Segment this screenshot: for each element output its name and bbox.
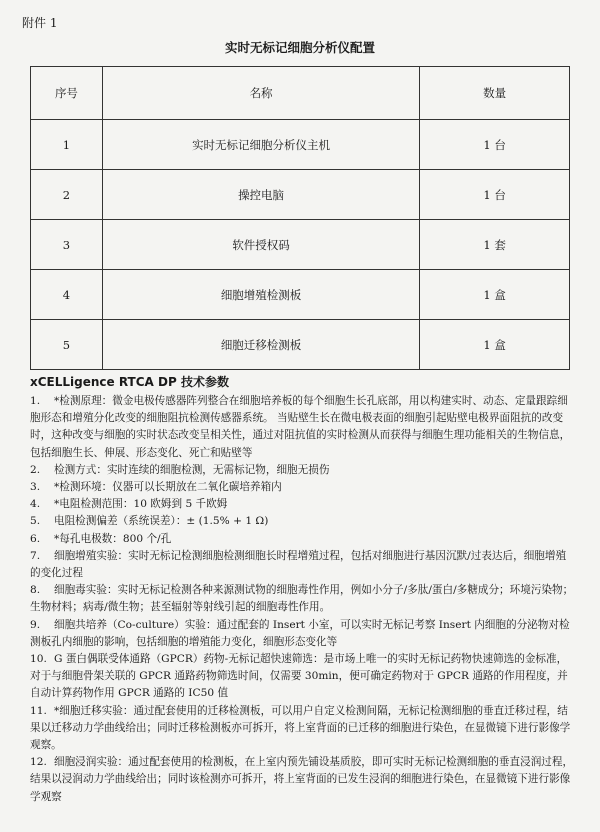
table-header-row	[31, 67, 570, 120]
row-quantity: 1 套	[420, 220, 570, 270]
spec-item	[30, 462, 575, 479]
table-row	[31, 320, 570, 370]
spec-number: 8.	[30, 584, 41, 597]
spec-text: *检测原理：微金电极传感器阵列整合在细胞培养板的每个细胞生长孔底部，用以构建实时、动态、定量跟踪细胞形态和增殖分化改变的细胞阻抗检测传感器系统。 当贴壁生长在微电极表面的细胞引起贴壁电极界面阻抗的改变时，这种改变与细胞的实时状态改变呈相关性，通过对阻抗值的实时检测从而获得与细胞生理功能相关的生物信息，包括细胞生长、伸展、形态变化、死亡和贴壁等	[30, 395, 571, 459]
row-quantity: 1 台	[420, 120, 570, 170]
spec-item	[30, 513, 575, 530]
row-index: 2	[31, 170, 103, 220]
spec-text: 细胞共培养（Co-culture）实验：通过配套的 Insert 小室，可以实时无标记考察 Insert 内细胞的分泌物对检测板孔内细胞的影响，包括细胞的增殖能力变化，细胞形态变化等	[30, 618, 570, 648]
table-row	[31, 170, 570, 220]
specs-heading: xCELLigence RTCA DP 技术参数	[30, 375, 229, 389]
attachment-label: 附件 1	[22, 16, 58, 30]
spec-number: 9.	[30, 618, 41, 631]
page-title: 实时无标记细胞分析仪配置	[224, 40, 375, 55]
spec-text: 细胞毒实验：实时无标记检测各种来源测试物的细胞毒性作用，例如小分子/多肽/蛋白/多糖成分；环境污染物；生物材料；病毒/微生物；甚至辐射等射线引起的细胞毒性作用。	[30, 584, 574, 614]
spec-item	[30, 703, 575, 755]
spec-text: 细胞增殖实验：实时无标记检测细胞检测细胞长时程增殖过程，包括对细胞进行基因沉默/过表达后，细胞增殖的变化过程	[30, 549, 567, 580]
row-name: 操控电脑	[102, 170, 419, 220]
spec-item	[30, 651, 575, 703]
row-name: 软件授权码	[102, 220, 419, 270]
spec-item	[30, 531, 575, 548]
table-row	[31, 270, 570, 320]
row-index: 4	[31, 270, 103, 320]
column-header-quantity: 数量	[420, 67, 570, 120]
spec-number: 5.	[30, 515, 41, 528]
spec-item	[30, 617, 575, 651]
table-row	[31, 120, 570, 170]
spec-text: 检测方式：实时连续的细胞检测，无需标记物，细胞无损伤	[54, 463, 330, 476]
spec-text: G 蛋白偶联受体通路（GPCR）药物-无标记超快速筛选：是市场上唯一的实时无标记药物快速筛选的金标准，对于与细胞骨架关联的 GPCR 通路药物筛选时间，仅需要 30min，便可确定药物对于 GPCR 通路的作用程度，并自动计算药物作用 GPCR 通路的 IC50 值	[30, 653, 568, 700]
spec-number: 2.	[30, 463, 41, 476]
row-index: 1	[31, 120, 103, 170]
spec-item	[30, 754, 575, 806]
row-name: 实时无标记细胞分析仪主机	[102, 120, 419, 170]
spec-text: *细胞迁移实验：通过配套使用的迁移检测板，可以用户自定义检测间隔，无标记检测细胞的垂直迁移过程，结果以迁移动力学曲线给出；同时迁移检测板亦可拆开，将上室背面的已迁移的细胞进行染色，在显微镜下进行影像学观察。	[30, 704, 571, 752]
column-header-name: 名称	[102, 67, 419, 120]
row-name: 细胞增殖检测板	[102, 270, 419, 320]
row-quantity: 1 台	[420, 170, 570, 220]
row-quantity: 1 盒	[420, 320, 570, 370]
spec-number: 10.	[30, 653, 47, 666]
spec-item	[30, 479, 575, 496]
spec-text: *每孔电极数：800 个/孔	[54, 532, 172, 545]
config-table	[30, 66, 570, 370]
spec-item	[30, 548, 575, 582]
row-quantity: 1 盒	[420, 270, 570, 320]
spec-number: 1.	[30, 395, 41, 407]
spec-text: *电阻检测范围：10 欧姆到 5 千欧姆	[54, 498, 228, 511]
column-header-index: 序号	[31, 67, 103, 120]
spec-number: 12.	[30, 756, 47, 769]
spec-number: 3.	[30, 481, 41, 494]
table-row	[31, 220, 570, 270]
spec-number: 11.	[30, 704, 47, 717]
spec-text: 电阻检测偏差（系统误差）：± (1.5% + 1 Ω)	[54, 515, 269, 528]
spec-item	[30, 393, 575, 462]
row-name: 细胞迁移检测板	[102, 320, 419, 370]
spec-number: 7.	[30, 549, 41, 562]
spec-text: 细胞浸润实验：通过配套使用的检测板，在上室内预先铺设基质胶，即可实时无标记检测细胞的垂直浸润过程，结果以浸润动力学曲线给出；同时该检测亦可拆开，将上室背面的已发生浸润的细胞进行染色，在显微镜下进行影像学观察	[30, 756, 574, 803]
spec-number: 6.	[30, 532, 41, 545]
spec-text: *检测环境：仪器可以长期放在二氧化碳培养箱内	[54, 481, 282, 494]
spec-number: 4.	[30, 498, 41, 511]
row-index: 3	[31, 220, 103, 270]
specs-list	[30, 393, 575, 806]
spec-item	[30, 582, 575, 616]
spec-item	[30, 496, 575, 513]
row-index: 5	[31, 320, 103, 370]
